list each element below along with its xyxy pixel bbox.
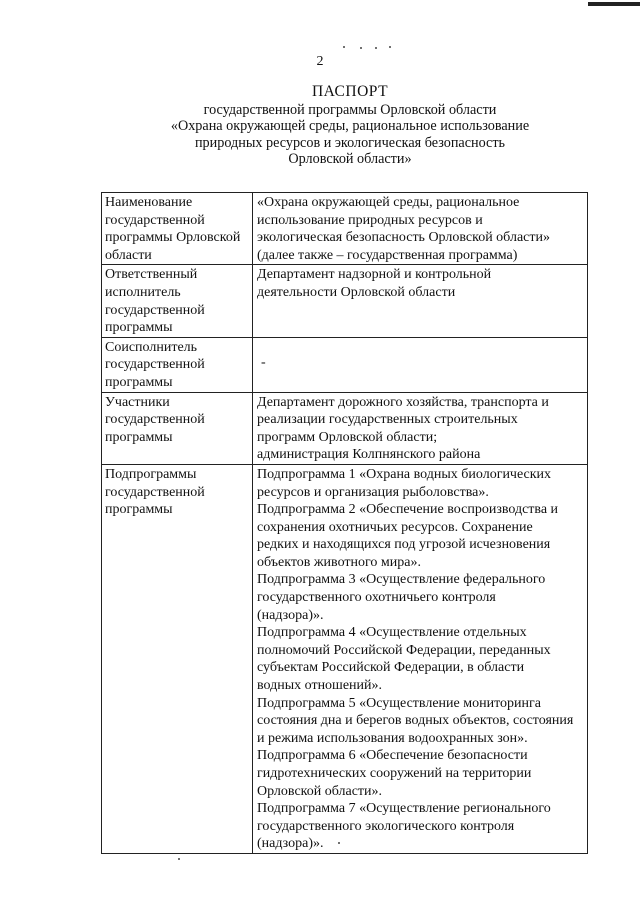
value-line: Подпрограмма 1 «Охрана водных биологических (257, 466, 552, 482)
value-line: Департамент надзорной и контрольной (257, 267, 492, 283)
value-line: субъектам Российской Федерации, в области (257, 660, 525, 676)
scan-corner-mark (588, 2, 640, 6)
scan-speck (389, 46, 391, 48)
label-line: Ответственный (105, 267, 198, 283)
document-subtitle-line: государственной программы Орловской области (203, 101, 497, 118)
label-line: программы (105, 429, 173, 445)
document-header (100, 84, 600, 168)
value-line: (далее также – государственная программа) (257, 247, 518, 263)
value-line: Подпрограмма 2 «Обеспечение воспроизводства и (257, 502, 559, 518)
value-line: полномочий Российской Федерации, переданных (257, 642, 551, 658)
table-row (102, 464, 588, 853)
scan-speck (178, 858, 180, 860)
value-line: Подпрограмма 6 «Обеспечение безопасности (257, 748, 528, 764)
scan-speck (343, 46, 345, 48)
label-line: Соисполнитель (105, 339, 198, 355)
value-line: Подпрограмма 5 «Осуществление мониторинга (257, 695, 541, 711)
value-line: ресурсов и организация рыболовства». (257, 484, 489, 500)
label-line: Подпрограммы (105, 466, 197, 482)
label-line: государственной (105, 412, 205, 428)
label-line: исполнитель (105, 284, 181, 300)
scan-speck (375, 47, 377, 49)
label-line: программы (105, 374, 173, 390)
label-line: государственной (105, 357, 205, 373)
table-row (102, 337, 588, 392)
value-line: «Охрана окружающей среды, рациональное (257, 195, 520, 210)
value-line: государственного охотничьего контроля (257, 590, 496, 606)
value-line: сохранения охотничьих ресурсов. Сохранение (257, 519, 533, 535)
document-subtitle-line: «Охрана окружающей среды, рациональное использование (170, 118, 530, 135)
row-label (102, 265, 253, 337)
value-line: состояния дна и берегов водных объектов, состояния (257, 713, 574, 729)
label-line: программы (105, 320, 173, 336)
label-line: государственной (105, 212, 205, 228)
row-label (102, 464, 253, 853)
label-line: Участники (105, 394, 170, 410)
passport-table (101, 192, 588, 854)
document-title: ПАСПОРТ (311, 83, 389, 100)
label-line: государственной (105, 302, 205, 318)
row-label (102, 193, 253, 265)
value-line: (надзора)». (257, 607, 324, 623)
row-value (253, 392, 588, 464)
label-line: области (105, 247, 152, 263)
value-line: объектов животного мира». (257, 554, 421, 570)
scan-speck (360, 47, 362, 49)
value-line: администрация Колпнянского района (257, 447, 481, 463)
page-number: 2 (316, 54, 324, 69)
table-row (102, 193, 588, 265)
row-label (102, 392, 253, 464)
value-line: гидротехнических сооружений на территории (257, 766, 532, 781)
empty-value-dash: - (261, 354, 266, 370)
value-line: и режима использования водоохранных зон». (257, 730, 528, 746)
value-line: Подпрограмма 3 «Осуществление федерального (257, 572, 546, 588)
document-subtitle-line: природных ресурсов и экологическая безопасность (194, 134, 506, 151)
value-line: программ Орловской области; (257, 429, 438, 445)
label-line: программы (105, 502, 173, 518)
value-line: редких и находящихся под угрозой исчезновения (257, 537, 551, 553)
row-value (253, 265, 588, 337)
label-line: программы Орловской (105, 230, 241, 246)
table-row (102, 265, 588, 337)
value-line: водных отношений». (257, 678, 383, 694)
label-line: государственной (105, 484, 205, 500)
document-subtitle-line: Орловской области» (288, 151, 412, 168)
row-value (253, 464, 588, 853)
row-label (102, 337, 253, 392)
row-value (253, 337, 588, 392)
value-line: использование природных ресурсов и (257, 212, 483, 228)
row-value (253, 193, 588, 265)
value-line: деятельности Орловской области (257, 284, 456, 300)
value-line: государственного экологического контроля (257, 818, 515, 834)
value-line: реализации государственных строительных (257, 412, 518, 428)
value-line: Подпрограмма 4 «Осуществление отдельных (257, 625, 527, 641)
table-row (102, 392, 588, 464)
value-line: экологическая безопасность Орловской области» (257, 230, 550, 246)
label-line: Наименование (105, 195, 193, 210)
value-line: Подпрограмма 7 «Осуществление регионального (257, 801, 551, 817)
value-line: (надзора)». (257, 836, 324, 852)
value-line: Департамент дорожного хозяйства, транспорта и (257, 394, 549, 410)
value-line: Орловской области». (257, 783, 383, 799)
